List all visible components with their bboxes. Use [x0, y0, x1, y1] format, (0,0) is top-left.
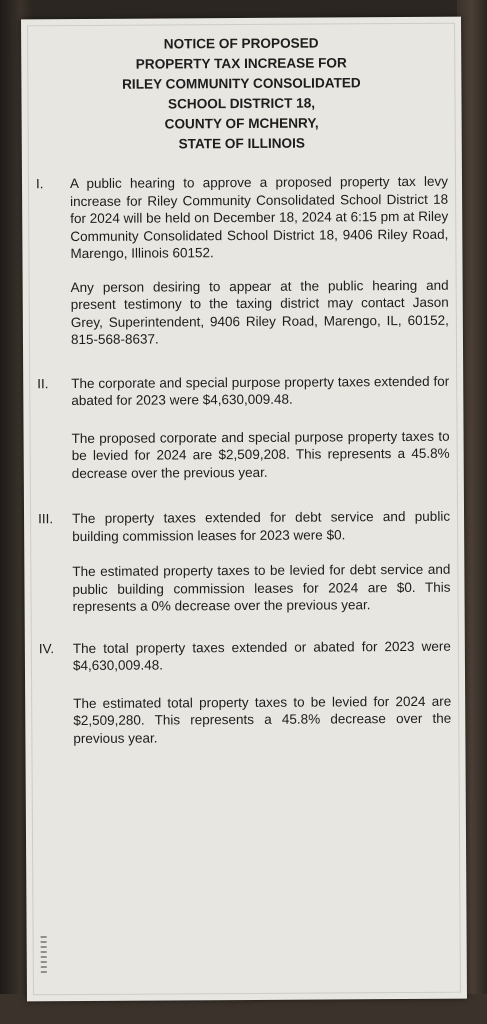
- section-paragraph: The corporate and special purpose property taxes extended for abated for 2023 were $4,630,009.48.: [71, 373, 450, 409]
- section-ii: [37, 372, 450, 482]
- section-paragraph: A public hearing to approve a proposed property tax levy increase for Riley Community Consolidated School District 18 for 2024 will be held on December 18, 2024 at 6:15 pm at Riley Community Consolidated School District 18, 9406 Riley Road, Marengo, Illinois 60152.: [69, 173, 449, 262]
- section-paragraph: The proposed corporate and special purpose property taxes to be levied for 2024 are $2,509,208. This represents a 45.8% decrease over the previous year.: [71, 428, 450, 481]
- section-iii: [38, 508, 451, 616]
- section-paragraph: The property taxes extended for debt service and public building commission leases for 2023 were $0.: [72, 508, 451, 544]
- section-paragraph: Any person desiring to appear at the public hearing and present testimony to the taxing district may contact Jason Grey, Superintendent, 9406 Riley Road, Marengo, IL, 60152, 815-568-8637.: [70, 277, 449, 348]
- notice-heading: [21, 33, 462, 156]
- newspaper-clipping: [21, 17, 467, 1002]
- heading-line: COUNTY OF MCHENRY,: [164, 115, 319, 132]
- section-iv: [39, 637, 452, 747]
- section-number: II.: [37, 375, 49, 391]
- heading-line: NOTICE OF PROPOSED: [163, 35, 319, 52]
- heading-line: RILEY COMMUNITY CONSOLIDATED: [122, 75, 361, 92]
- section-number: III.: [38, 511, 54, 527]
- heading-line: STATE OF ILLINOIS: [178, 135, 305, 152]
- heading-line: PROPERTY TAX INCREASE FOR: [135, 55, 347, 72]
- heading-line: SCHOOL DISTRICT 18,: [167, 95, 316, 112]
- section-paragraph: The estimated total property taxes to be levied for 2024 are $2,509,280. This represents a 45.8% decrease over the previous year.: [73, 693, 452, 746]
- section-paragraph: The estimated property taxes to be levied for debt service and public building commission leases for 2024 are $0. This represents a 0% decrease over the previous year.: [72, 561, 451, 615]
- section-number: I.: [35, 176, 44, 192]
- section-i: [36, 173, 449, 349]
- section-number: IV.: [38, 640, 55, 656]
- print-code-mark: [41, 933, 47, 973]
- section-paragraph: The total property taxes extended or abated for 2023 were $4,630,009.48.: [72, 638, 451, 674]
